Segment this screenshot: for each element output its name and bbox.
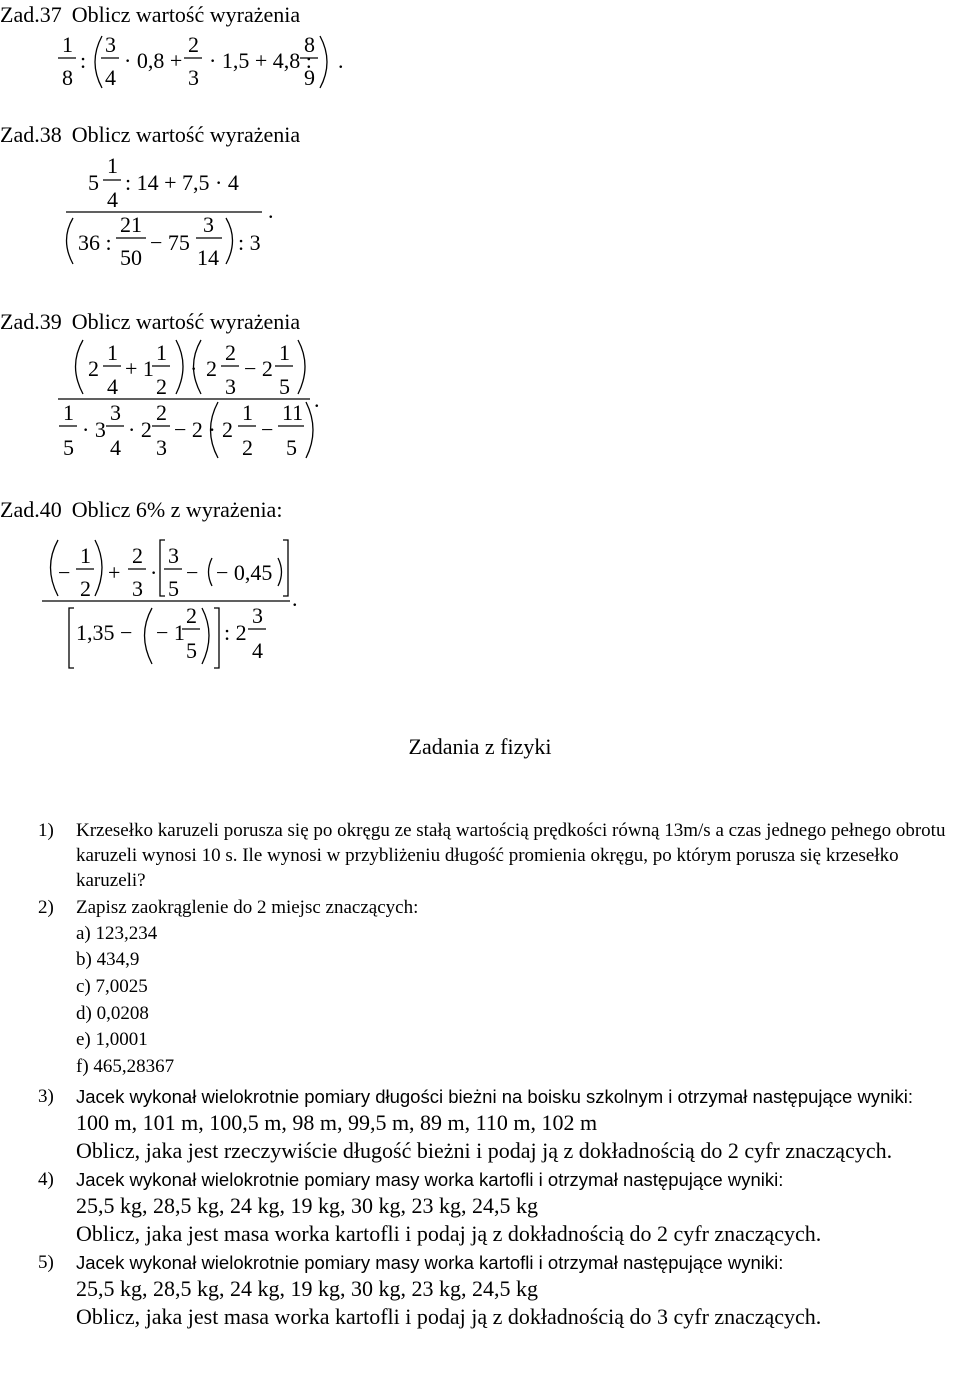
svg-text:−: − <box>261 417 274 442</box>
svg-text::: : <box>80 48 87 73</box>
item-value: 123,234 <box>95 922 158 944</box>
svg-text:11: 11 <box>282 400 304 425</box>
task-40-instruction: Oblicz 6% z wyrażenia: <box>71 497 283 522</box>
task-37-label: Zad.37 <box>0 2 62 27</box>
svg-text:5: 5 <box>88 170 99 195</box>
item-label: d) <box>76 1002 92 1024</box>
task-number: 5) <box>38 1252 54 1274</box>
physics-task-2 <box>0 895 960 920</box>
svg-text:4: 4 <box>107 187 118 212</box>
svg-text:3: 3 <box>203 212 214 237</box>
physics-task-4 <box>0 1167 960 1248</box>
rounding-item-c <box>0 974 960 1000</box>
svg-text:.: . <box>292 586 298 611</box>
item-value: 7,0025 <box>95 976 148 998</box>
item-value: 1,0001 <box>95 1029 148 1051</box>
rounding-item-b <box>0 947 960 973</box>
svg-text:5: 5 <box>63 435 74 460</box>
svg-text:2: 2 <box>80 576 91 601</box>
svg-text:− 75: − 75 <box>150 230 190 255</box>
measurement-data: 25,5 kg, 28,5 kg, 24 kg, 19 kg, 30 kg, 23 kg, 24,5 kg <box>76 1193 538 1219</box>
svg-text:5: 5 <box>286 435 297 460</box>
physics-task-5 <box>0 1250 960 1331</box>
rounding-item-e <box>0 1027 960 1053</box>
svg-text:3: 3 <box>156 435 167 460</box>
item-label: e) <box>76 1029 91 1051</box>
rounding-item-f <box>0 1054 960 1080</box>
task-text: Jacek wykonał wielokrotnie pomiary masy worka kartofli i otrzymał następujące wyniki: <box>76 1169 784 1191</box>
svg-text:2: 2 <box>132 543 143 568</box>
svg-text:3: 3 <box>132 576 143 601</box>
svg-text:2: 2 <box>156 374 167 399</box>
svg-text:4: 4 <box>105 65 116 90</box>
svg-text:8: 8 <box>62 65 73 90</box>
task-number: 1) <box>38 820 54 841</box>
physics-task-3 <box>0 1084 960 1165</box>
item-label: c) <box>76 976 91 998</box>
svg-text:3: 3 <box>110 400 121 425</box>
svg-text:5: 5 <box>279 374 290 399</box>
svg-text:: 3: : 3 <box>238 230 261 255</box>
svg-text:2: 2 <box>188 32 199 57</box>
svg-text:9: 9 <box>304 65 315 90</box>
svg-text:: 14 + 7,5 · 4: : 14 + 7,5 · 4 <box>125 170 239 195</box>
task-question: Oblicz, jaka jest masa worka kartofli i podaj ją z dokładnością do 3 cyfr znaczących. <box>76 1304 822 1330</box>
task-37-instruction: Oblicz wartość wyrażenia <box>71 2 301 27</box>
physics-task-1 <box>0 818 960 893</box>
task-number: 3) <box>38 1086 54 1108</box>
svg-text:14: 14 <box>197 245 219 270</box>
task-text: Jacek wykonał wielokrotnie pomiary długości bieżni na boisku szkolnym i otrzymał następujące wyniki: <box>76 1086 913 1108</box>
measurement-data: 100 m, 101 m, 100,5 m, 98 m, 99,5 m, 89 m, 110 m, 102 m <box>76 1110 598 1136</box>
task-40-expression <box>0 0 400 700</box>
svg-text:+ 1: + 1 <box>125 356 154 381</box>
task-38-instruction: Oblicz wartość wyrażenia <box>71 122 301 147</box>
svg-text:1: 1 <box>63 400 74 425</box>
svg-text:− 0,45: − 0,45 <box>216 560 273 585</box>
svg-text:1: 1 <box>80 543 91 568</box>
svg-text:1: 1 <box>156 340 167 365</box>
svg-text:3: 3 <box>188 65 199 90</box>
svg-text:2: 2 <box>222 417 233 442</box>
item-value: 465,28367 <box>93 1056 175 1078</box>
svg-text:·: · <box>190 356 198 381</box>
svg-text:1: 1 <box>62 32 73 57</box>
rounding-item-d <box>0 1001 960 1027</box>
svg-text:3: 3 <box>105 32 116 57</box>
physics-section-title: Zadania z fizyki <box>408 734 552 759</box>
svg-text:4: 4 <box>110 435 121 460</box>
task-number: 4) <box>38 1169 54 1191</box>
svg-text:1: 1 <box>107 153 118 178</box>
svg-text:2: 2 <box>206 356 217 381</box>
item-value: 434,9 <box>96 949 140 971</box>
svg-text:50: 50 <box>120 245 142 270</box>
task-40-label: Zad.40 <box>0 497 62 522</box>
svg-text:8: 8 <box>304 32 315 57</box>
task-text: Krzesełko karuzeli porusza się po okręgu ze stałą wartością prędkości równą 13m/s a czas jednego pełnego obrotu karuzeli wynosi 10 s. Ile wynosi w przybliżeniu długość promienia okręgu, po którym porusza się krzesełko karuzeli? <box>76 820 946 891</box>
svg-text:2: 2 <box>225 340 236 365</box>
item-value: 0,0208 <box>96 1002 149 1024</box>
task-38-label: Zad.38 <box>0 122 62 147</box>
svg-text:· 0,8 +: · 0,8 + <box>124 48 183 73</box>
svg-text:4: 4 <box>252 638 263 663</box>
item-label: f) <box>76 1056 89 1078</box>
svg-text:1: 1 <box>279 340 290 365</box>
svg-text:: 2: : 2 <box>224 620 247 645</box>
svg-text:2: 2 <box>242 435 253 460</box>
svg-text:5: 5 <box>186 638 197 663</box>
task-number: 2) <box>38 897 54 918</box>
svg-text:1: 1 <box>242 400 253 425</box>
physics-task-list <box>0 818 960 1331</box>
task-text: Zapisz zaokrąglenie do 2 miejsc znaczących: <box>76 897 419 918</box>
svg-text:3: 3 <box>168 543 179 568</box>
svg-text:· 1,5 + 4,8 :: · 1,5 + 4,8 : <box>209 48 312 73</box>
svg-text:.: . <box>314 387 320 412</box>
task-39-label: Zad.39 <box>0 309 62 334</box>
svg-text:2: 2 <box>156 400 167 425</box>
task-question: Oblicz, jaka jest rzeczywiście długość bieżni i podaj ją z dokładnością do 2 cyfr znaczących. <box>76 1138 893 1164</box>
svg-text:5: 5 <box>168 576 179 601</box>
item-label: a) <box>76 922 91 944</box>
svg-text:.: . <box>338 48 344 73</box>
svg-text:− 2: − 2 <box>244 356 273 381</box>
svg-text:1: 1 <box>107 340 118 365</box>
svg-text:−: − <box>58 560 71 585</box>
rounding-item-a <box>0 921 960 947</box>
svg-text:·: · <box>150 560 158 585</box>
svg-text:· 2: · 2 <box>128 417 152 442</box>
svg-text:−: − <box>186 560 199 585</box>
svg-text:2: 2 <box>88 356 99 381</box>
svg-text:.: . <box>268 198 274 223</box>
task-39-instruction: Oblicz wartość wyrażenia <box>71 309 301 334</box>
svg-text:3: 3 <box>225 374 236 399</box>
svg-text:+: + <box>108 560 121 585</box>
svg-text:· 3: · 3 <box>82 417 106 442</box>
svg-text:1,35 −: 1,35 − <box>76 620 133 645</box>
svg-text:− 1: − 1 <box>156 620 185 645</box>
svg-text:2: 2 <box>186 603 197 628</box>
svg-text:21: 21 <box>120 212 142 237</box>
svg-text:3: 3 <box>252 603 263 628</box>
task-text: Jacek wykonał wielokrotnie pomiary masy worka kartofli i otrzymał następujące wyniki: <box>76 1252 784 1274</box>
measurement-data: 25,5 kg, 28,5 kg, 24 kg, 19 kg, 30 kg, 23 kg, 24,5 kg <box>76 1276 538 1302</box>
svg-text:36 :: 36 : <box>78 230 112 255</box>
svg-text:4: 4 <box>107 374 118 399</box>
item-label: b) <box>76 949 92 971</box>
task-question: Oblicz, jaka jest masa worka kartofli i podaj ją z dokładnością do 2 cyfr znaczących. <box>76 1221 822 1247</box>
svg-text:− 2 ·: − 2 · <box>174 417 216 442</box>
